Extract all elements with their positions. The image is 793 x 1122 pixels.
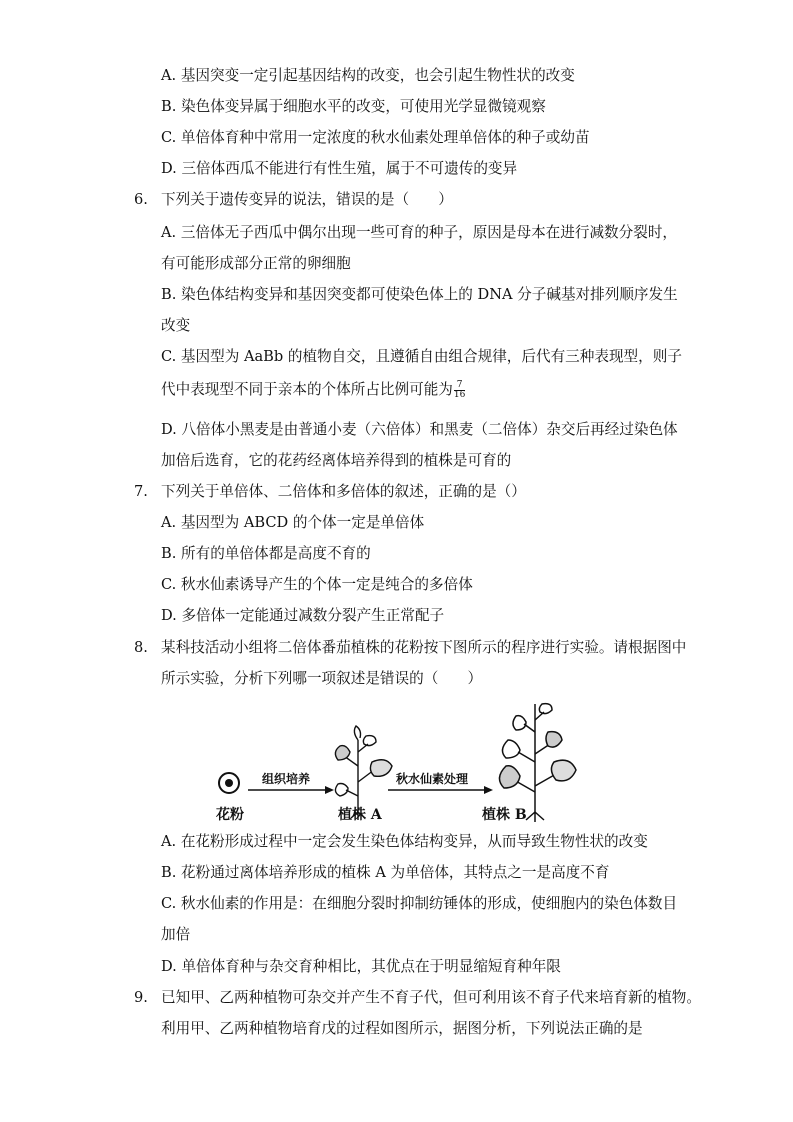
arrow-icon [388, 786, 493, 794]
q8-option-c-line1: C. 秋水仙素的作用是：在细胞分裂时抑制纺锤体的形成，使细胞内的染色体数目 [161, 895, 678, 912]
figure-step-colchicine: 秋水仙素处理 [396, 772, 469, 786]
q6-option-b-line2: 改变 [161, 317, 191, 334]
q9-stem-line1: 已知甲、乙两种植物可杂交并产生不育子代，但可利用该不育子代来培育新的植物。 [161, 989, 701, 1006]
q5-option-a: A. 基因突变一定引起基因结构的改变，也会引起生物性状的改变 [161, 67, 575, 84]
q5-option-d: D. 三倍体西瓜不能进行有性生殖，属于不可遗传的变异 [161, 160, 518, 177]
fraction-numerator: 7 [456, 379, 463, 390]
q6-option-b-line1: B. 染色体结构变异和基因突变都可使染色体上的 DNA 分子碱基对排列顺序发生 [161, 286, 678, 303]
q8-stem-line2: 所示实验，分析下列哪一项叙述是错误的（ ） [161, 670, 483, 687]
q5-option-c: C. 单倍体育种中常用一定浓度的秋水仙素处理单倍体的种子或幼苗 [161, 129, 590, 146]
experiment-figure [210, 700, 580, 830]
q7-option-d: D. 多倍体一定能通过减数分裂产生正常配子 [161, 607, 445, 624]
fraction-denominator: 16 [453, 389, 466, 400]
pollen-grain-icon [219, 773, 239, 793]
q6-stem: 下列关于遗传变异的说法，错误的是（ ） [161, 191, 453, 208]
q6-option-d-line2: 加倍后选育，它的花药经离体培养得到的植株是可育的 [161, 452, 512, 469]
q7-option-a: A. 基因型为 ABCD 的个体一定是单倍体 [161, 514, 425, 531]
q8-option-c-line2: 加倍 [161, 926, 191, 943]
fraction [454, 381, 465, 400]
q6-option-a-line1: A. 三倍体无子西瓜中偶尔出现一些可育的种子，原因是母本在进行减数分裂时， [161, 224, 678, 241]
q8-number: 8. [134, 639, 148, 656]
q6-option-c-line2 [161, 380, 465, 400]
figure-label-plant-b: 植株 B [482, 807, 527, 823]
q6-number: 6. [134, 191, 148, 208]
q6-option-c-line1: C. 基因型为 AaBb 的植物自交，且遵循自由组合规律，后代有三种表现型，则子 [161, 348, 682, 365]
q8-stem-line1: 某科技活动小组将二倍体番茄植株的花粉按下图所示的程序进行实验。请根据图中 [161, 639, 687, 656]
q8-option-d: D. 单倍体育种与杂交育种相比，其优点在于明显缩短育种年限 [161, 958, 561, 975]
q8-option-a: A. 在花粉形成过程中一定会发生染色体结构变异，从而导致生物性状的改变 [161, 833, 648, 850]
q6-option-d-line1: D. 八倍体小黑麦是由普通小麦（六倍体）和黑麦（二倍体）杂交后再经过染色体 [161, 421, 678, 438]
q8-option-b: B. 花粉通过离体培养形成的植株 A 为单倍体，其特点之一是高度不育 [161, 864, 610, 881]
figure-label-pollen: 花粉 [216, 807, 244, 823]
arrow-icon [248, 786, 334, 794]
q6-option-c-text: 代中表现型不同于亲本的个体所占比例可能为 [161, 381, 453, 398]
figure-label-plant-a: 植株 A [338, 807, 382, 823]
q7-number: 7. [134, 483, 148, 500]
q7-option-c: C. 秋水仙素诱导产生的个体一定是纯合的多倍体 [161, 576, 473, 593]
q5-option-b: B. 染色体变异属于细胞水平的改变，可使用光学显微镜观察 [161, 98, 546, 115]
q9-stem-line2: 利用甲、乙两种植物培育戊的过程如图所示，据图分析，下列说法正确的是 [161, 1020, 643, 1037]
q6-option-a-line2: 有可能形成部分正常的卵细胞 [161, 255, 351, 272]
figure-step-tissue-culture: 组织培养 [262, 772, 311, 786]
q9-number: 9. [134, 989, 148, 1006]
q7-option-b: B. 所有的单倍体都是高度不育的 [161, 545, 371, 562]
q7-stem: 下列关于单倍体、二倍体和多倍体的叙述，正确的是（） [161, 483, 526, 500]
